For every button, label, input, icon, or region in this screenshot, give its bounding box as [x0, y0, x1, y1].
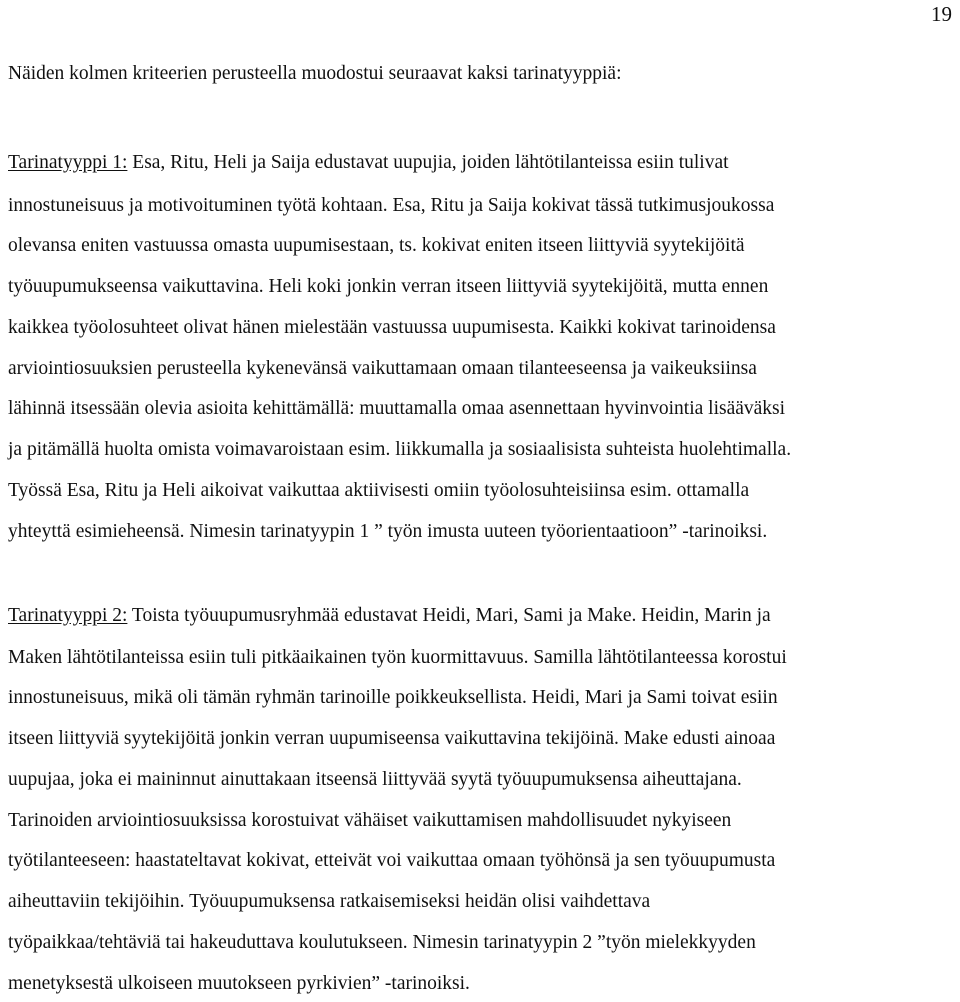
type1-line-4: työuupumukseensa vaikuttavina. Heli koki jonkin verran itseen liittyviä syytekijöitä, mutta ennen	[8, 276, 769, 297]
page-number: 19	[931, 2, 952, 26]
type2-line-6: Tarinoiden arviointiosuuksissa korostuivat vähäiset vaikuttamisen mahdollisuudet nykyiseen	[8, 810, 732, 831]
type2-line-7: työtilanteeseen: haastateltavat kokivat, etteivät voi vaikuttaa omaan työhönsä ja sen työuupumusta	[8, 850, 776, 871]
type2-line-8: aiheuttaviin tekijöihin. Työuupumuksensa ratkaisemiseksi heidän olisi vaihdettava	[8, 891, 651, 912]
type1-line-10: yhteyttä esimieheensä. Nimesin tarinatyypin 1 ” työn imusta uuteen työorientaatioon” -tarinoiksi.	[8, 521, 768, 542]
type1-line-2: innostuneisuus ja motivoituminen työtä kohtaan. Esa, Ritu ja Saija kokivat tässä tutkimusjoukossa	[8, 195, 775, 216]
type1-line-7: lähinnä itsessään olevia asioita kehittämällä: muuttamalla omaa asennettaan hyvinvointia lisääväksi	[8, 398, 786, 419]
type2-line-9: työpaikkaa/tehtäviä tai hakeuduttava koulutukseen. Nimesin tarinatyypin 2 ”työn mielekkyyden	[8, 932, 756, 953]
type1-line-8: ja pitämällä huolta omista voimavaroistaan esim. liikkumalla ja sosiaalisista suhteista huolehtimalla.	[8, 439, 792, 460]
type2-line-5: uupujaa, joka ei maininnut ainuttakaan itseensä liittyvää syytä työuupumuksensa aiheuttajana.	[8, 769, 742, 790]
type2-line-1	[8, 604, 771, 628]
type2-line-3: innostuneisuus, mikä oli tämän ryhmän tarinoille poikkeuksellista. Heidi, Mari ja Sami toivat esiin	[8, 687, 778, 708]
type1-line-1-text: Esa, Ritu, Heli ja Saija edustavat uupujia, joiden lähtötilanteissa esiin tulivat	[127, 152, 729, 173]
type1-heading: Tarinatyyppi 1:	[8, 152, 128, 173]
type2-line-4: itseen liittyviä syytekijöitä jonkin verran uupumiseensa vaikuttavina tekijöinä. Make edusti ainoaa	[8, 728, 776, 749]
type1-line-6: arviointiosuuksien perusteella kykenevänsä vaikuttamaan omaan tilanteeseensa ja vaikeuksiinsa	[8, 358, 757, 379]
intro-paragraph: Näiden kolmen kriteerien perusteella muodostui seuraavat kaksi tarinatyyppiä:	[8, 63, 622, 84]
type2-line-10: menetyksestä ulkoiseen muutokseen pyrkivien” -tarinoiksi.	[8, 973, 470, 994]
type1-line-9: Työssä Esa, Ritu ja Heli aikoivat vaikuttaa aktiivisesti omiin työolosuhteisiinsa esim. ottamalla	[8, 480, 750, 501]
type1-line-5: kaikkea työolosuhteet olivat hänen mielestään vastuussa uupumisesta. Kaikki kokivat tarinoidensa	[8, 317, 776, 338]
type1-line-3: olevansa eniten vastuussa omasta uupumisestaan, ts. kokivat eniten itseen liittyviä syytekijöitä	[8, 235, 745, 256]
type2-heading: Tarinatyyppi 2:	[8, 605, 128, 626]
type2-line-2: Maken lähtötilanteissa esiin tuli pitkäaikainen työn kuormittavuus. Samilla lähtötilanteessa korostui	[8, 647, 787, 668]
type1-line-1	[8, 151, 729, 175]
type2-line-1-text: Toista työuupumusryhmää edustavat Heidi, Mari, Sami ja Make. Heidin, Marin ja	[127, 605, 771, 626]
